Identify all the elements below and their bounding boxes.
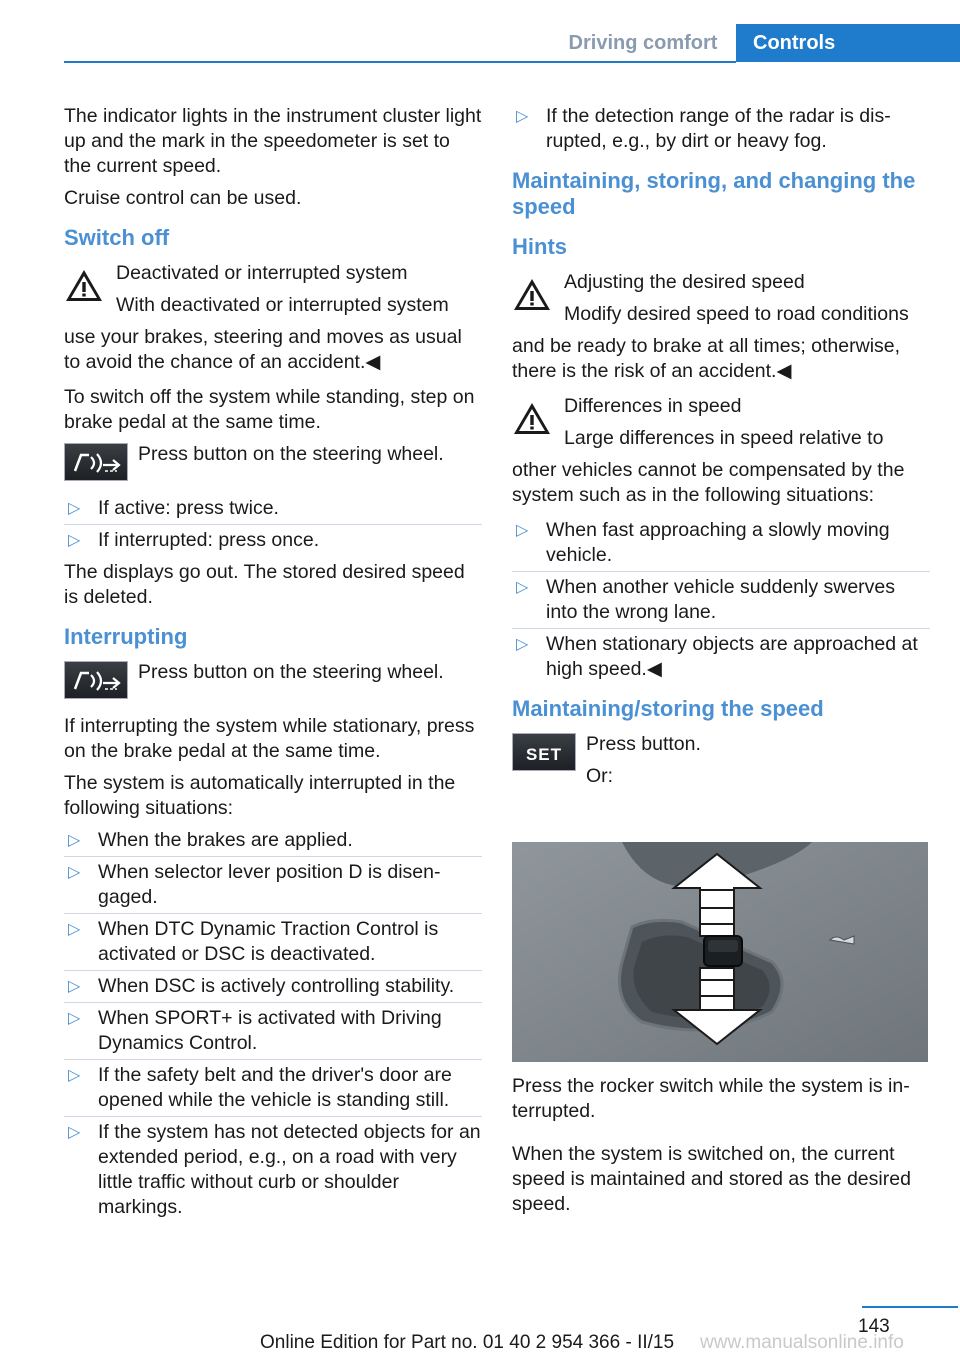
warning-triangle-icon (64, 267, 104, 305)
list-item: ▷ When stationary objects are approached at high speed.◀ (512, 632, 930, 682)
cruise-control-button-icon (64, 443, 128, 481)
or-text: Or: (586, 765, 614, 787)
standing-paragraph: To switch off the system while standing, step on brake pedal at the same time. (64, 386, 475, 433)
warning-line: With deactivated or interrupted system (116, 294, 449, 316)
speed-differences-list (512, 518, 930, 682)
footer-edition: Online Edition for Part no. 01 40 2 954 366 - II/15 (260, 1332, 675, 1353)
press-steering-text-2: Press button on the steering wheel. (138, 661, 444, 683)
rocker-paragraph: Press the rocker switch while the system is in-terrupted. (512, 1075, 910, 1122)
list-item: ▷ When SPORT+ is activated with Driving Dynamics Control. (64, 1006, 482, 1056)
warning-differences (512, 394, 930, 508)
press-steering-text-1: Press button on the steering wheel. (138, 443, 444, 465)
warning-title: Differences in speed (564, 395, 742, 417)
page-number: 143 (858, 1316, 890, 1337)
heading-maintaining: Maintaining, storing, and changing the speed (512, 168, 916, 219)
radar-list (512, 104, 930, 154)
warning-rest: and be ready to brake at all times; otherwise, there is the risk of an accident.◀ (512, 335, 901, 382)
list-item: ▷ If interrupted: press once. (64, 528, 482, 553)
stationary-paragraph: If interrupting the system while stationary, press on the brake pedal at the same time. (64, 715, 475, 762)
steering-button-row (64, 442, 482, 482)
steering-wheel-rocker-image (512, 842, 928, 1062)
warning-triangle-icon (512, 276, 552, 314)
warning-rest: other vehicles cannot be compensated by the system such as in the following situations: (512, 459, 905, 506)
left-column (64, 104, 482, 1227)
cruise-control-button-icon (64, 661, 128, 699)
warning-title: Adjusting the desired speed (564, 271, 805, 293)
set-button-icon (512, 733, 576, 771)
switched-on-paragraph: When the system is switched on, the current speed is maintained and stored as the desired speed. (512, 1143, 911, 1215)
press-button-text: Press button. (586, 733, 701, 755)
header-rule (64, 61, 736, 63)
list-item: ▷ If the system has not detected objects for an extended period, e.g., on a road with very little traffic without curb or shoulder markings. (64, 1120, 482, 1220)
list-item: ▷ When selector lever position D is disen-gaged. (64, 860, 482, 910)
set-button-row (512, 732, 930, 789)
list-item: ▷ When fast approaching a slowly moving vehicle. (512, 518, 930, 568)
set-button-label: SET (525, 745, 563, 764)
list-item: ▷ If active: press twice. (64, 496, 482, 521)
displays-out-paragraph: The displays go out. The stored desired speed is deleted. (64, 561, 465, 608)
page-number-rule (862, 1306, 958, 1308)
list-item: ▷ When DTC Dynamic Traction Control is activated or DSC is deactivated. (64, 917, 482, 967)
intro-paragraph-2: Cruise control can be used. (64, 187, 302, 209)
list-item: ▷ If the safety belt and the driver's door are opened while the vehicle is standing still. (64, 1063, 482, 1113)
list-item: ▷ If the detection range of the radar is dis-rupted, e.g., by dirt or heavy fog. (512, 104, 930, 154)
warning-rest: use your brakes, steering and moves as usual to avoid the chance of an accident.◀ (64, 326, 462, 373)
heading-switch-off: Switch off (64, 225, 170, 250)
right-column (512, 104, 930, 803)
header-tab-controls: Controls (736, 24, 960, 62)
auto-interrupt-paragraph: The system is automatically interrupted in the following situations: (64, 772, 456, 819)
header-section-label: Driving comfort (568, 32, 718, 54)
page-header (0, 24, 960, 62)
warning-triangle-icon (512, 400, 552, 438)
watermark: www.manualsonline.info (700, 1332, 904, 1353)
warning-deactivated (64, 261, 482, 375)
list-item: ▷ When DSC is actively controlling stability. (64, 974, 482, 999)
warning-line: Modify desired speed to road conditions (564, 303, 909, 325)
intro-paragraph-1: The indicator lights in the instrument cluster light up and the mark in the speedometer is set to the current speed. (64, 105, 482, 177)
heading-hints: Hints (512, 234, 567, 259)
warning-title: Deactivated or interrupted system (116, 262, 408, 284)
heading-storing: Maintaining/storing the speed (512, 696, 824, 721)
switch-off-list (64, 496, 482, 553)
steering-button-row-2 (64, 660, 482, 700)
list-item: ▷ When another vehicle suddenly swerves into the wrong lane. (512, 575, 930, 625)
heading-interrupting: Interrupting (64, 624, 188, 649)
list-item: ▷ When the brakes are applied. (64, 828, 482, 853)
warning-line: Large differences in speed relative to (564, 427, 884, 449)
warning-adjusting (512, 270, 930, 384)
auto-interrupt-list (64, 828, 482, 1220)
right-column-bottom (512, 1074, 930, 1224)
